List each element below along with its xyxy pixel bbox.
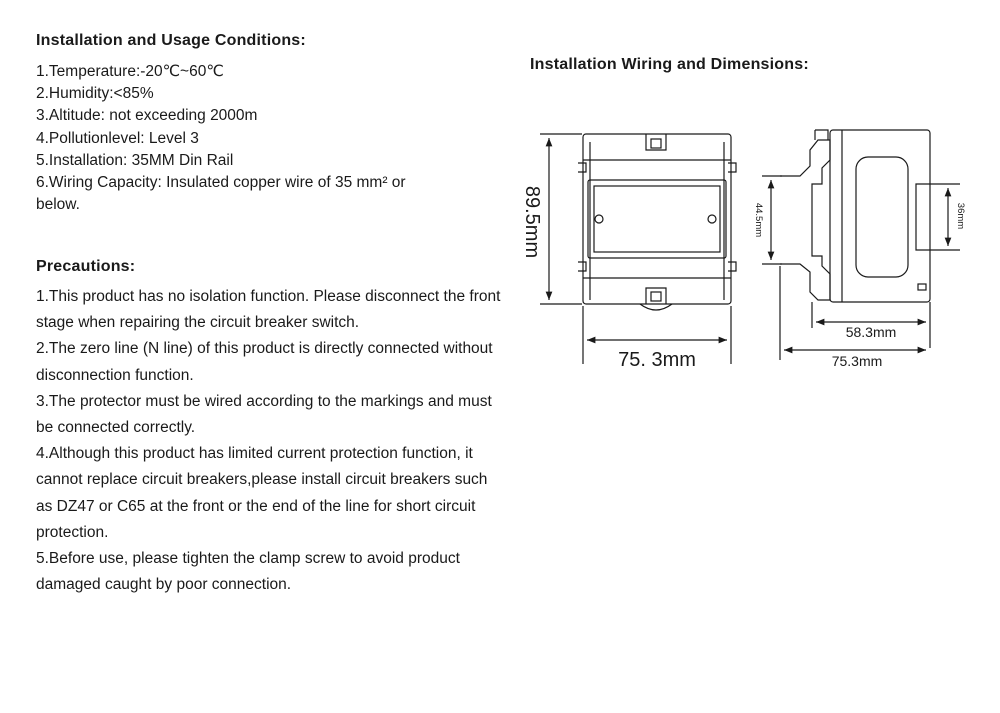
front-height-label: 89.5mm [521,185,543,259]
condition-altitude: 3.Altitude: not exceeding 2000m [36,107,258,125]
front-width-label: 75. 3mm [618,349,696,371]
precautions-list [36,284,506,598]
precaution-item: 3.The protector must be wired according to the markings and must be connected correctly. [36,392,492,437]
condition-temperature: 1.Temperature:-20℃~60℃ [36,63,224,80]
side-overall-dimension [780,266,926,360]
wiring-dimensions-heading: Installation Wiring and Dimensions: [530,56,809,73]
side-right-height-label: 36mm [955,202,966,230]
condition-installation: 5.Installation: 35MM Din Rail [36,151,234,169]
precaution-item: 4.Although this product has limited current protection function, it cannot replace circuit breakers,please install circuit breakers such as DZ47 or C65 at the front or the end of the line for short circuit protection. [36,445,488,541]
side-inner-height-dimension [762,176,782,264]
side-view-drawing [780,130,930,302]
condition-pollution-level: 4.Pollutionlevel: Level 3 [36,129,199,147]
side-inner-height-label: 44.5mm [753,202,764,238]
front-height-dimension [540,134,582,304]
precaution-item: 5.Before use, please tighten the clamp screw to avoid product damaged caught by poor connection. [36,550,460,594]
condition-humidity: 2.Humidity:<85% [36,85,154,103]
installation-conditions-list [36,61,416,216]
installation-heading: Installation and Usage Conditions: [36,32,306,49]
dimension-drawing [505,120,975,380]
precautions-heading: Precautions: [36,258,136,275]
side-overall-label: 75.3mm [831,353,883,369]
precaution-item: 1.This product has no isolation function. Please disconnect the front stage when repairing the circuit breaker switch. [36,288,501,332]
condition-wiring-capacity: 6.Wiring Capacity: Insulated copper wire of 35 mm² or below. [36,174,406,214]
precaution-item: 2.The zero line (N line) of this product is directly connected without disconnection function. [36,340,493,384]
side-depth-label: 58.3mm [845,324,897,340]
front-view-drawing [578,134,736,310]
